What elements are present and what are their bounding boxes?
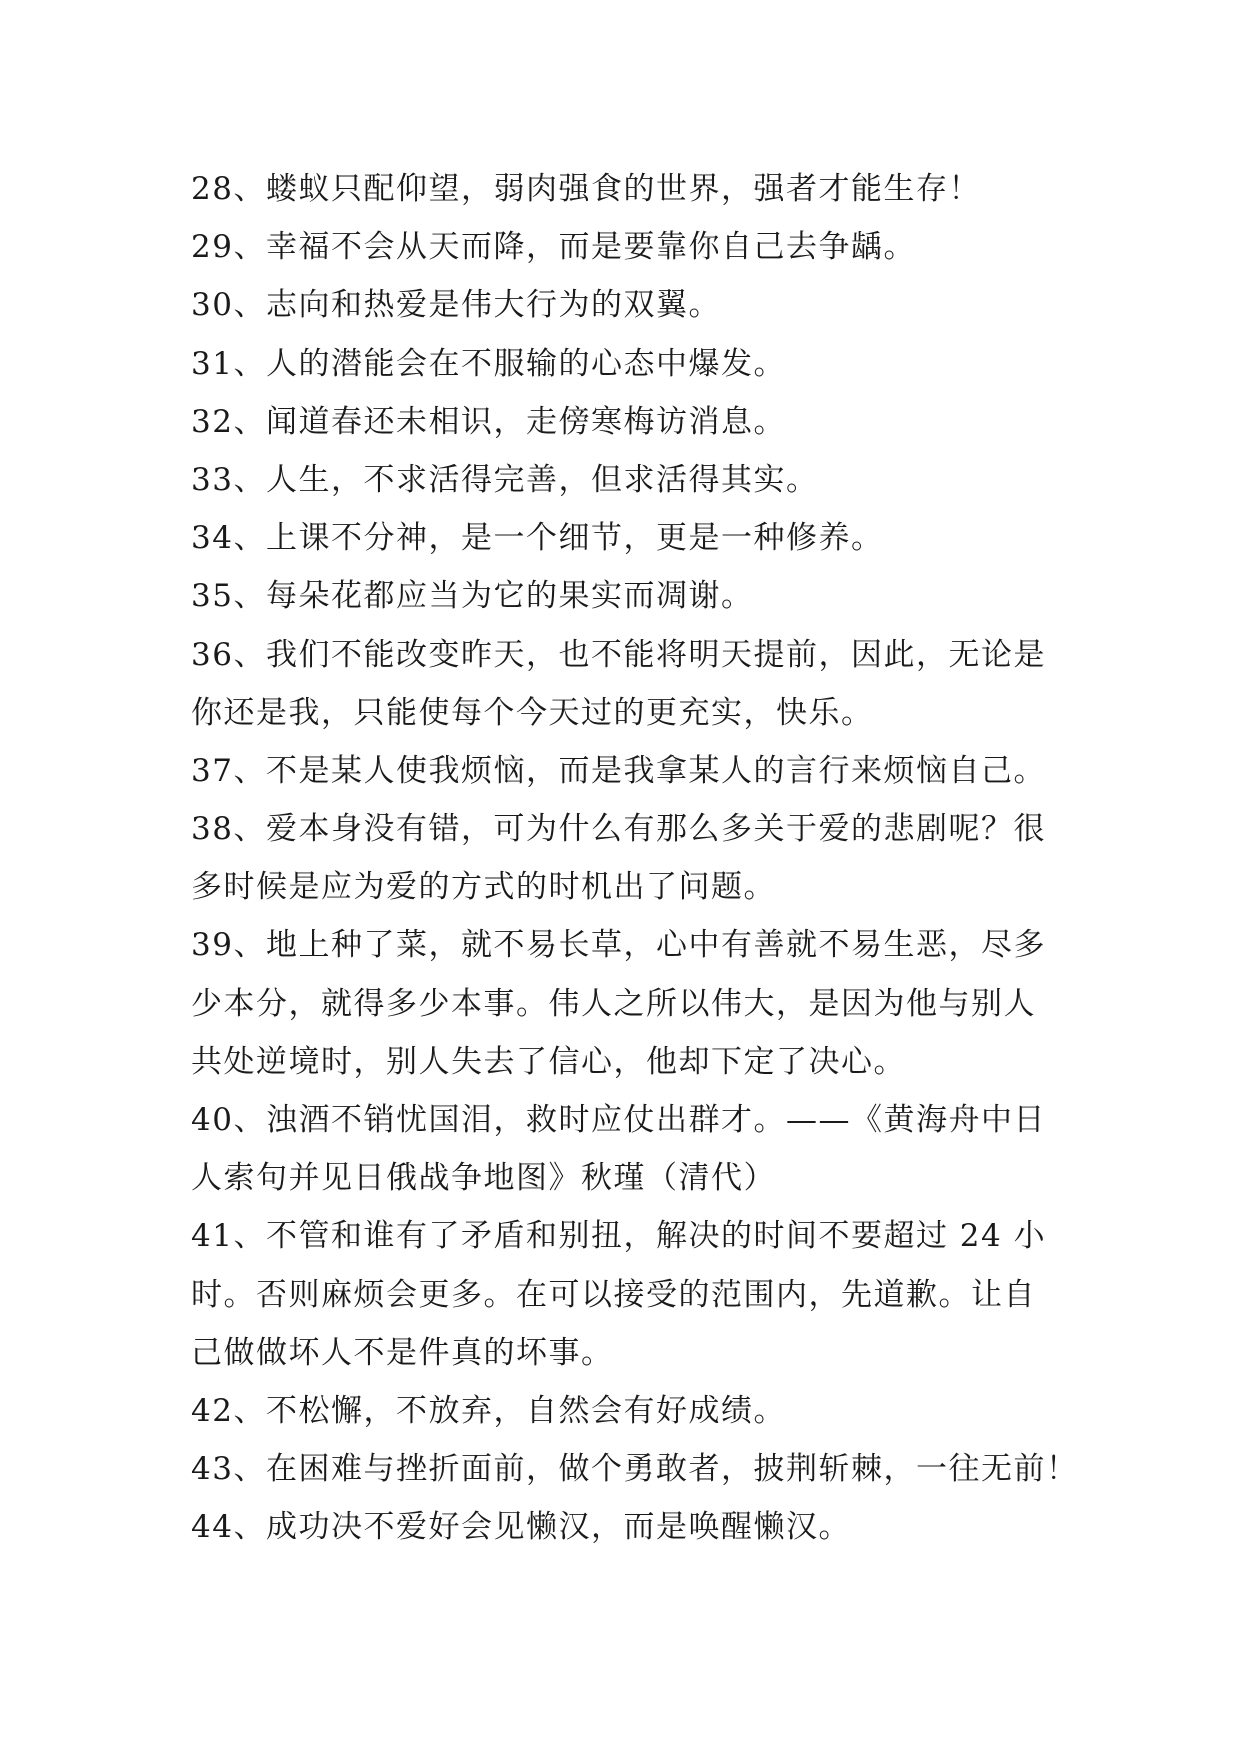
quote-entry-34 (191, 509, 1071, 567)
quote-line: 42、不松懈，不放弃，自然会有好成绩。 (191, 1392, 786, 1429)
quote-entry-29 (191, 218, 1071, 276)
quote-entry-32 (191, 393, 1071, 451)
quote-line: 41、不管和谁有了矛盾和别扭，解决的时间不要超过 24 小 (191, 1218, 1047, 1255)
quote-entry-38 (191, 800, 1071, 916)
quote-line: 37、不是某人使我烦恼，而是我拿某人的言行来烦恼自己。 (191, 752, 1046, 789)
quote-line: 29、幸福不会从天而降，而是要靠你自己去争龋。 (191, 229, 916, 266)
quote-line: 38、爱本身没有错，可为什么有那么多关于爱的悲剧呢？很 (191, 811, 1046, 848)
quote-line: 28、蝼蚁只配仰望，弱肉强食的世界，强者才能生存！ (191, 171, 981, 207)
quote-entry-35 (191, 567, 1071, 625)
quote-entry-33 (191, 451, 1071, 509)
quote-line: 34、上课不分神，是一个细节，更是一种修养。 (191, 520, 884, 557)
quote-line: 30、志向和热爱是伟大行为的双翼。 (191, 287, 721, 324)
quote-entry-39 (191, 916, 1071, 1091)
quote-line: 人索句并见日俄战争地图》秋瑾（清代） (191, 1160, 776, 1197)
quote-entry-28 (191, 160, 1071, 218)
quote-line: 39、地上种了菜，就不易长草，心中有善就不易生恶，尽多 (191, 927, 1046, 964)
quote-line: 32、闻道春还未相识，走傍寒梅访消息。 (191, 403, 786, 440)
quote-entry-43 (191, 1440, 1079, 1498)
quote-entry-41 (191, 1207, 1071, 1382)
quote-line: 你还是我，只能使每个今天过的更充实，快乐。 (191, 694, 874, 731)
quote-line: 己做做坏人不是件真的坏事。 (191, 1334, 614, 1371)
quote-line: 多时候是应为爱的方式的时机出了问题。 (191, 869, 776, 906)
quote-entry-42 (191, 1382, 1071, 1440)
quote-line: 40、浊酒不销忧国泪，救时应仗出群才。——《黄海舟中日 (191, 1102, 1046, 1138)
quote-line: 43、在困难与挫折面前，做个勇敢者，披荆斩棘，一往无前！ (191, 1451, 1079, 1488)
quote-entry-36 (191, 626, 1071, 742)
quote-line: 31、人的潜能会在不服输的心态中爆发。 (191, 345, 786, 382)
quote-line: 共处逆境时，别人失去了信心，他却下定了决心。 (191, 1043, 906, 1080)
quote-list (191, 160, 1079, 1557)
quote-line: 44、成功决不爱好会见懒汉，而是唤醒懒汉。 (191, 1509, 851, 1546)
quote-entry-31 (191, 335, 1071, 393)
quote-entry-37 (191, 742, 1071, 800)
quote-entry-44 (191, 1498, 1071, 1556)
quote-line: 少本分，就得多少本事。伟人之所以伟大，是因为他与别人 (191, 985, 1036, 1022)
quote-line: 35、每朵花都应当为它的果实而凋谢。 (191, 578, 754, 615)
quote-line: 33、人生，不求活得完善，但求活得其实。 (191, 461, 819, 498)
quote-line: 时。否则麻烦会更多。在可以接受的范围内，先道歉。让自 (191, 1276, 1036, 1313)
quote-entry-30 (191, 276, 1071, 334)
quote-entry-40 (191, 1091, 1071, 1207)
quote-line: 36、我们不能改变昨天，也不能将明天提前，因此，无论是 (191, 636, 1046, 673)
